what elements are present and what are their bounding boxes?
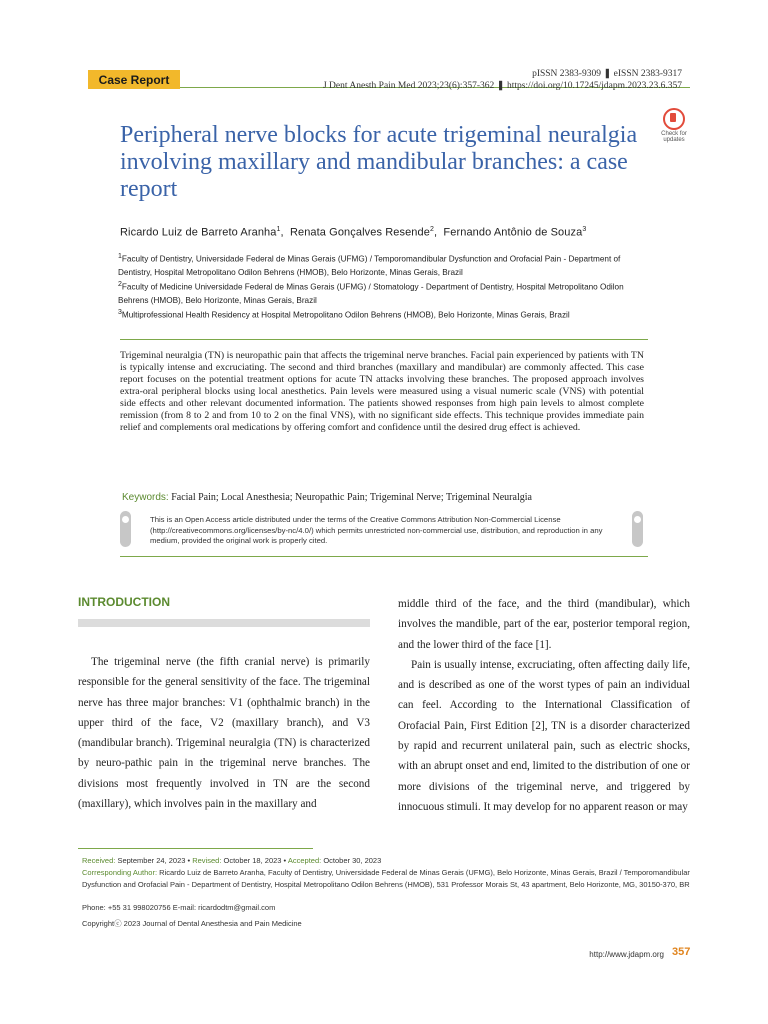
body-paragraph: The trigeminal nerve (the fifth cranial nerve) is primarily responsible for the general sensitivity of the face. The trigeminal nerve has three major branches: V1 (ophthalmic branch) in the upper third of the face, V2 (maxillary branch), and V3 (mandibular branch). Trigeminal neuralgia (TN) is characterized by neuro-pathic pain in the trigeminal nerve branches. The divisions most frequently involved in TN are the second (maxillary), which involves pain in the maxillary and <box>78 656 370 811</box>
affiliation-text: Multiprofessional Health Residency at Hospital Metropolitano Odilon Behrens (HMOB), Belo Horizonte, Minas Gerais, Brazil <box>121 310 570 320</box>
section-heading-bar <box>78 619 370 627</box>
affiliation-mark: 1 <box>118 253 122 260</box>
open-access-icon <box>632 511 643 547</box>
article-title: Peripheral nerve blocks for acute trigeminal neuralgia involving maxillary and mandibular branches: a case report <box>120 122 638 202</box>
affiliation <box>118 250 648 279</box>
affiliation <box>118 278 648 307</box>
affiliation-mark: 2 <box>118 281 122 288</box>
author-affiliation-mark: 2 <box>429 226 434 233</box>
affiliation-text: Faculty of Medicine Universidade Federal de Minas Gerais (UFMG) / Stomatology - Department of Dentistry, Hospital Metropolitano Odilon Behrens (HMOB), Belo Horizonte, Minas Gerais, Brazil <box>118 282 624 305</box>
keywords-label: Keywords: <box>122 492 169 503</box>
left-column <box>78 652 370 814</box>
license-text: This is an Open Access article distributed under the terms of the Creative Commons Attribution Non-Commercial License (http://creativecommons.org/licenses/by-nc/4.0/) which permits unrestricted non-commercial use, distribution, and reproduction in any medium, provided the original work is properly cited. <box>150 515 603 545</box>
section-heading: INTRODUCTION <box>78 595 170 609</box>
accepted-date: October 30, 2023 <box>323 856 382 865</box>
accepted-label: Accepted: <box>287 856 322 865</box>
affiliation <box>118 306 648 322</box>
right-column <box>398 594 690 817</box>
creative-commons-icon <box>120 511 131 547</box>
author-list: Ricardo Luiz de Barreto Aranha$^1$, Renata Gonçalves Resende$^2$, Fernando Antônio de Souza$^3$ <box>120 226 587 239</box>
keywords-text: Facial Pain; Local Anesthesia; Neuropathic Pain; Trigeminal Nerve; Trigeminal Neuralgia <box>171 492 532 503</box>
body-paragraph: Pain is usually intense, excruciating, often affecting daily life, and is described as one of the worst types of pain an individual can feel. According to the International Classification of Orofacial Pain, First Edition [2], TN is a disorder characterized by rapid and recurrent unilateral pain, such as electric shocks, with an abrupt onset and end, limited to the distribution of one or more divisions of the trigeminal nerve, and triggered by innocuous stimuli. It may develop for no apparent reason or may <box>398 658 690 813</box>
author-affiliation-mark: 3 <box>582 226 587 233</box>
check-for-updates-badge[interactable] <box>654 108 694 143</box>
issn-line: pISSN 2383-9309 ❚ eISSN 2383-9317 <box>532 69 682 79</box>
revised-label: Revised: <box>192 856 222 865</box>
abstract-text: Trigeminal neuralgia (TN) is neuropathic pain that affects the trigeminal nerve branches. Facial pain experienced by patients with TN is typically intense and excruciating. The second and third branches (maxillary and mandibular) are commonly affected. This case report focuses on the potential treatment options for acute TN attacks involving these branches. The proposed approach involves extra-oral peripheral blocks using local anesthetics. Pain levels were measured using a visual numeric scale (VNS) with potential side effects and other relevant documented information. The patients showed responses from high pain levels to almost complete remission (from 8 to 2 and from 10 to 2 on the final VNS), with no significant side effects. This technique provides immediate pain relief and complements oral medications by offering comfort and confidence until the desired drug effect is achieved. <box>120 350 644 433</box>
page-number: 357 <box>672 946 691 958</box>
bookmark-icon <box>663 108 685 130</box>
body-paragraph: middle third of the face, and the third (mandibular), which involves the mandible, part of the ear, posterior temporal region, and the lower third of the face [1]. <box>398 598 690 651</box>
corresponding-author <box>82 867 692 890</box>
author-name: Renata Gonçalves Resende <box>289 226 430 239</box>
affiliation-text: Faculty of Dentistry, Universidade Federal de Minas Gerais (UFMG) / Temporomandibular Dysfunction and Orofacial Pain - Department of Dentistry, Hospital Metropolitano Odilon Behrens (HMOB), Belo Horizonte, Minas Gerais, Brazil <box>118 254 621 277</box>
received-label: Received: <box>82 856 116 865</box>
received-dates: Received: September 24, 2023 • Revised: October 18, 2023 • Accepted: October 30, 2023 <box>82 856 382 865</box>
corresponding-label: Corresponding Author: <box>82 868 158 877</box>
revised-date: October 18, 2023 <box>223 856 282 865</box>
check-updates-label: Check for updates <box>661 131 687 143</box>
affiliation-mark: 3 <box>118 309 122 316</box>
article-type-badge: Case Report <box>88 70 180 89</box>
contact-line[interactable]: Phone: +55 31 998020756 E-mail: ricardodtm@gmail.com <box>82 903 276 912</box>
journal-website-link[interactable]: http://www.jdapm.org <box>589 950 664 959</box>
footnote-rule <box>78 848 313 849</box>
copyright-line: Copyrightⓒ 2023 Journal of Dental Anesthesia and Pain Medicine <box>82 919 302 928</box>
citation-line[interactable]: J Dent Anesth Pain Med 2023;23(6):357-362 ❚ https://doi.org/10.17245/jdapm.2023.23.6.357 <box>322 81 682 91</box>
author-affiliation-mark: 1 <box>276 226 281 233</box>
corresponding-text: Ricardo Luiz de Barreto Aranha, Faculty of Dentistry, Universidade Federal de Minas Gerais (UFMG), Belo Horizonte, Minas Gerais, Brazil / Temporomandibular Dysfunction and Orofacial Pain - Department of Dentistry, Hospital Metropolitano Odilon Behrens (HMOB), 531 Professor Morais St, 43 apartment, Belo Horizonte, MG, 30150-370, BR <box>82 868 690 889</box>
author-name: Ricardo Luiz de Barreto Aranha <box>120 226 277 239</box>
received-date: September 24, 2023 <box>117 856 186 865</box>
keywords <box>122 492 532 503</box>
author-name: Fernando Antônio de Souza <box>443 226 583 239</box>
